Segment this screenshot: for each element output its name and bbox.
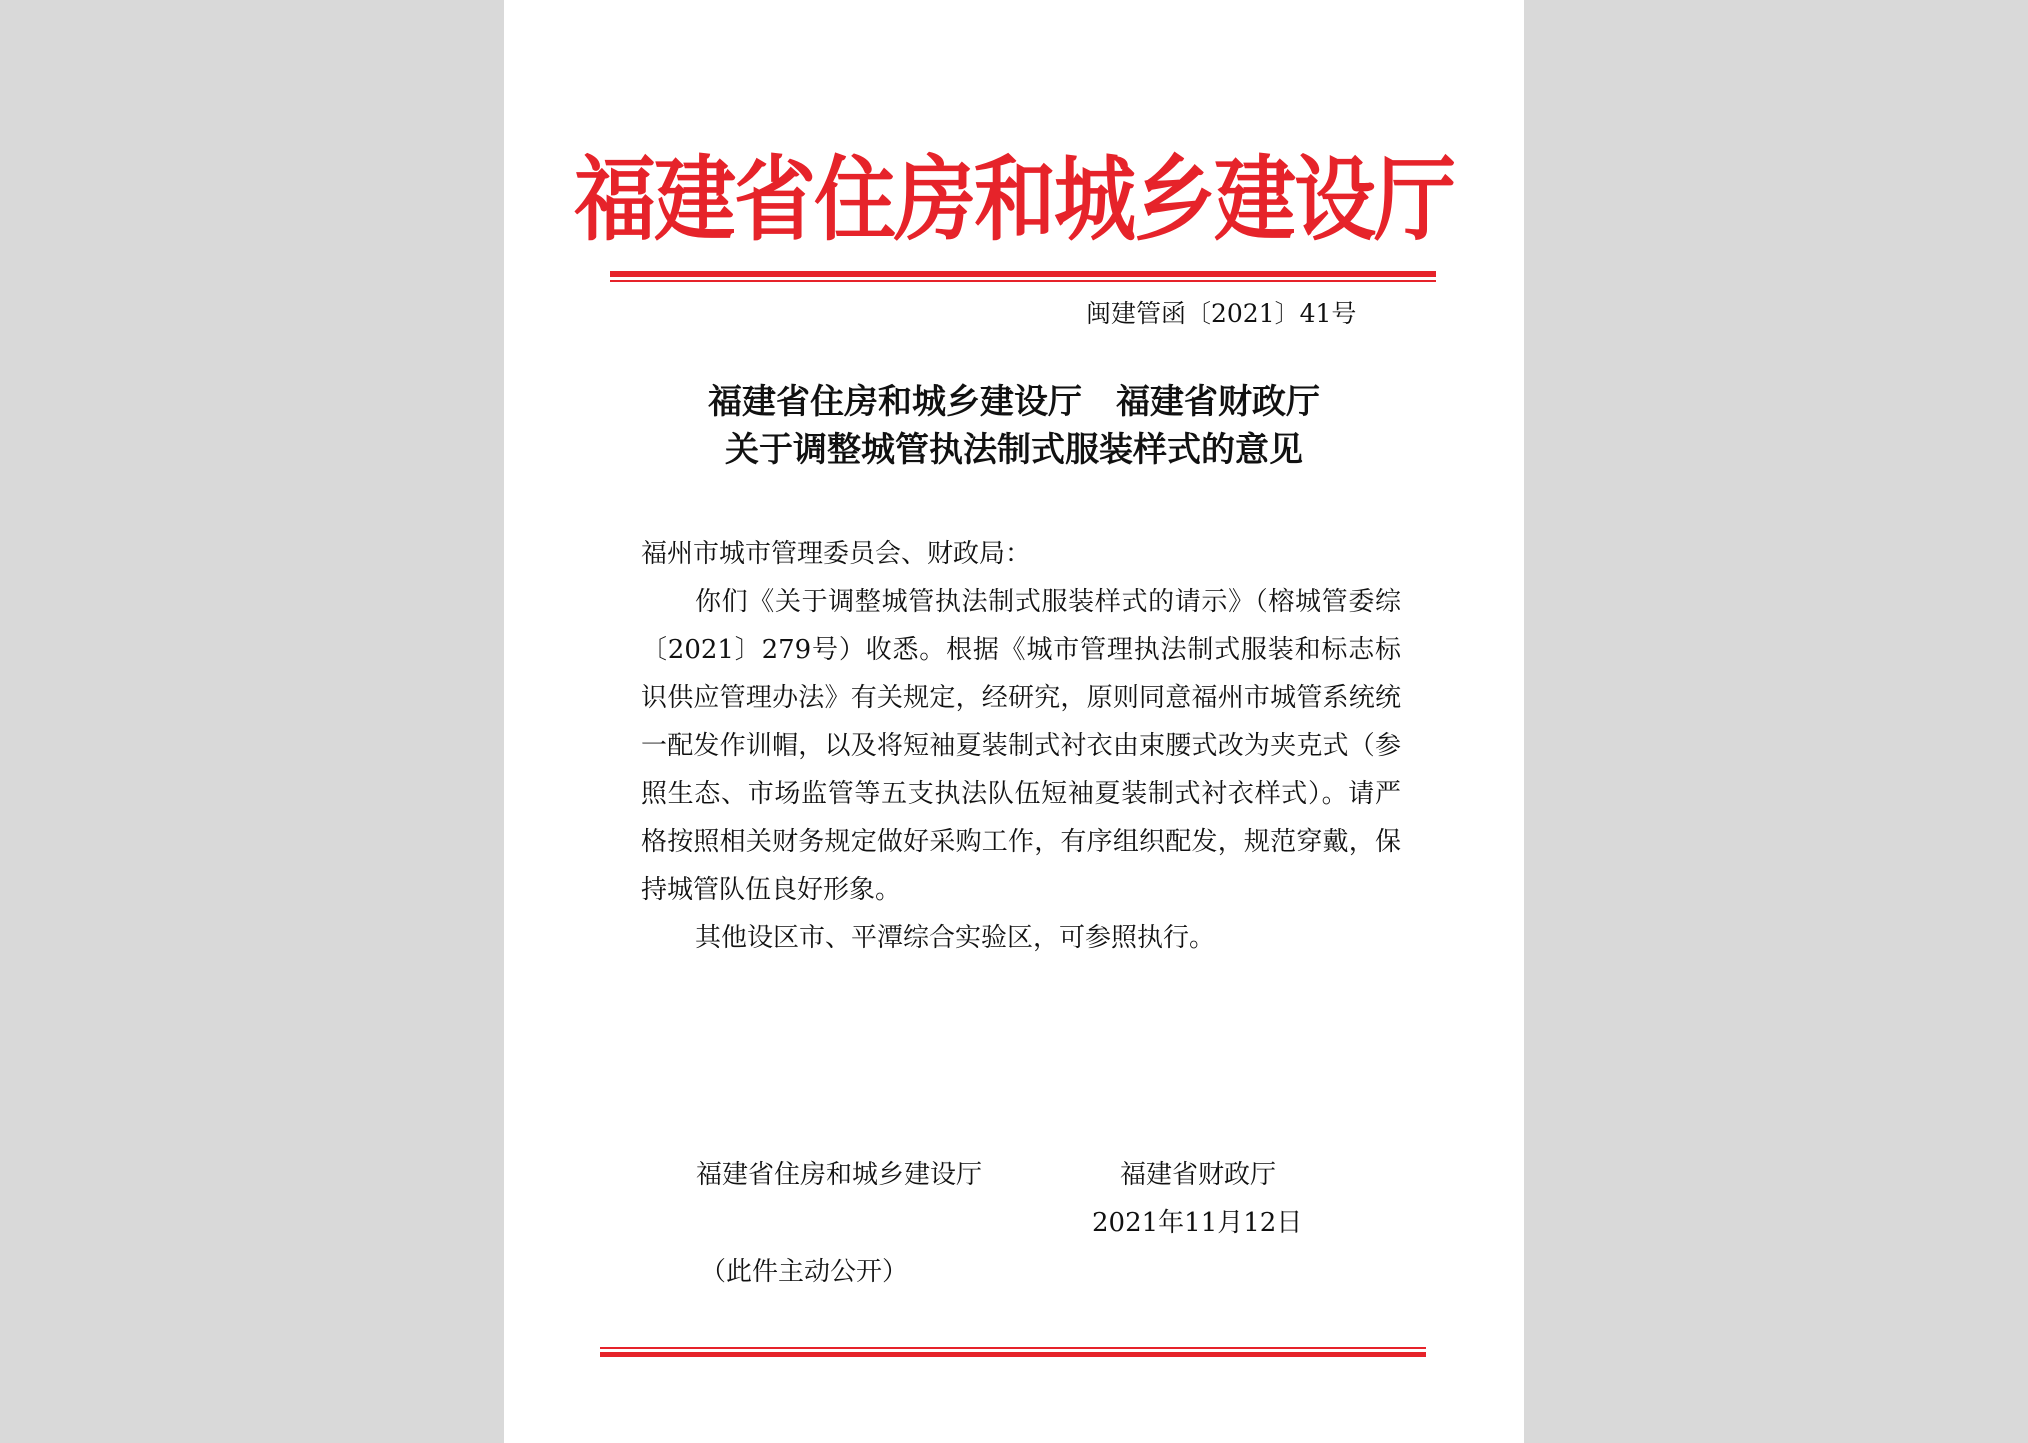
document-page bbox=[504, 0, 1524, 1443]
issue-date: 2021年11月12日 bbox=[1092, 1208, 1303, 1238]
body-paragraph-1: 你们《关于调整城管执法制式服装样式的请示》（榕城管委综〔2021〕279号）收悉。根据《城市管理执法制式服装和标志标识供应管理办法》有关规定，经研究，原则同意福州市城管系统统一配发作训帽，以及将短袖夏装制式衬衣由束腰式改为夹克式（参照生态、市场监管等五支执法队伍短袖夏装制式衬衣样式）。请严格按照相关财务规定做好采购工作，有序组织配发，规范穿戴，保持城管队伍良好形象。 bbox=[641, 587, 1401, 905]
masthead-title: 福建省住房和城乡建设厅 bbox=[573, 146, 1454, 254]
masthead-red-rule bbox=[610, 271, 1436, 277]
issuer-housing-department: 福建省住房和城乡建设厅 bbox=[696, 1160, 983, 1190]
title-line-1: 福建省住房和城乡建设厅 福建省财政厅 bbox=[708, 382, 1320, 422]
publicity-note: （此件主动公开） bbox=[700, 1257, 909, 1287]
document-number: 闽建管函〔2021〕41号 bbox=[1086, 299, 1357, 328]
document-title bbox=[504, 378, 1524, 474]
footer-red-rule bbox=[600, 1347, 1426, 1349]
issuer-finance-department: 福建省财政厅 bbox=[1120, 1160, 1277, 1190]
addressee: 福州市城市管理委员会、财政局： bbox=[641, 539, 1032, 569]
document-body bbox=[641, 530, 1401, 962]
body-paragraph-2: 其他设区市、平潭综合实验区，可参照执行。 bbox=[695, 923, 1216, 953]
title-line-2: 关于调整城管执法制式服装样式的意见 bbox=[725, 430, 1303, 470]
